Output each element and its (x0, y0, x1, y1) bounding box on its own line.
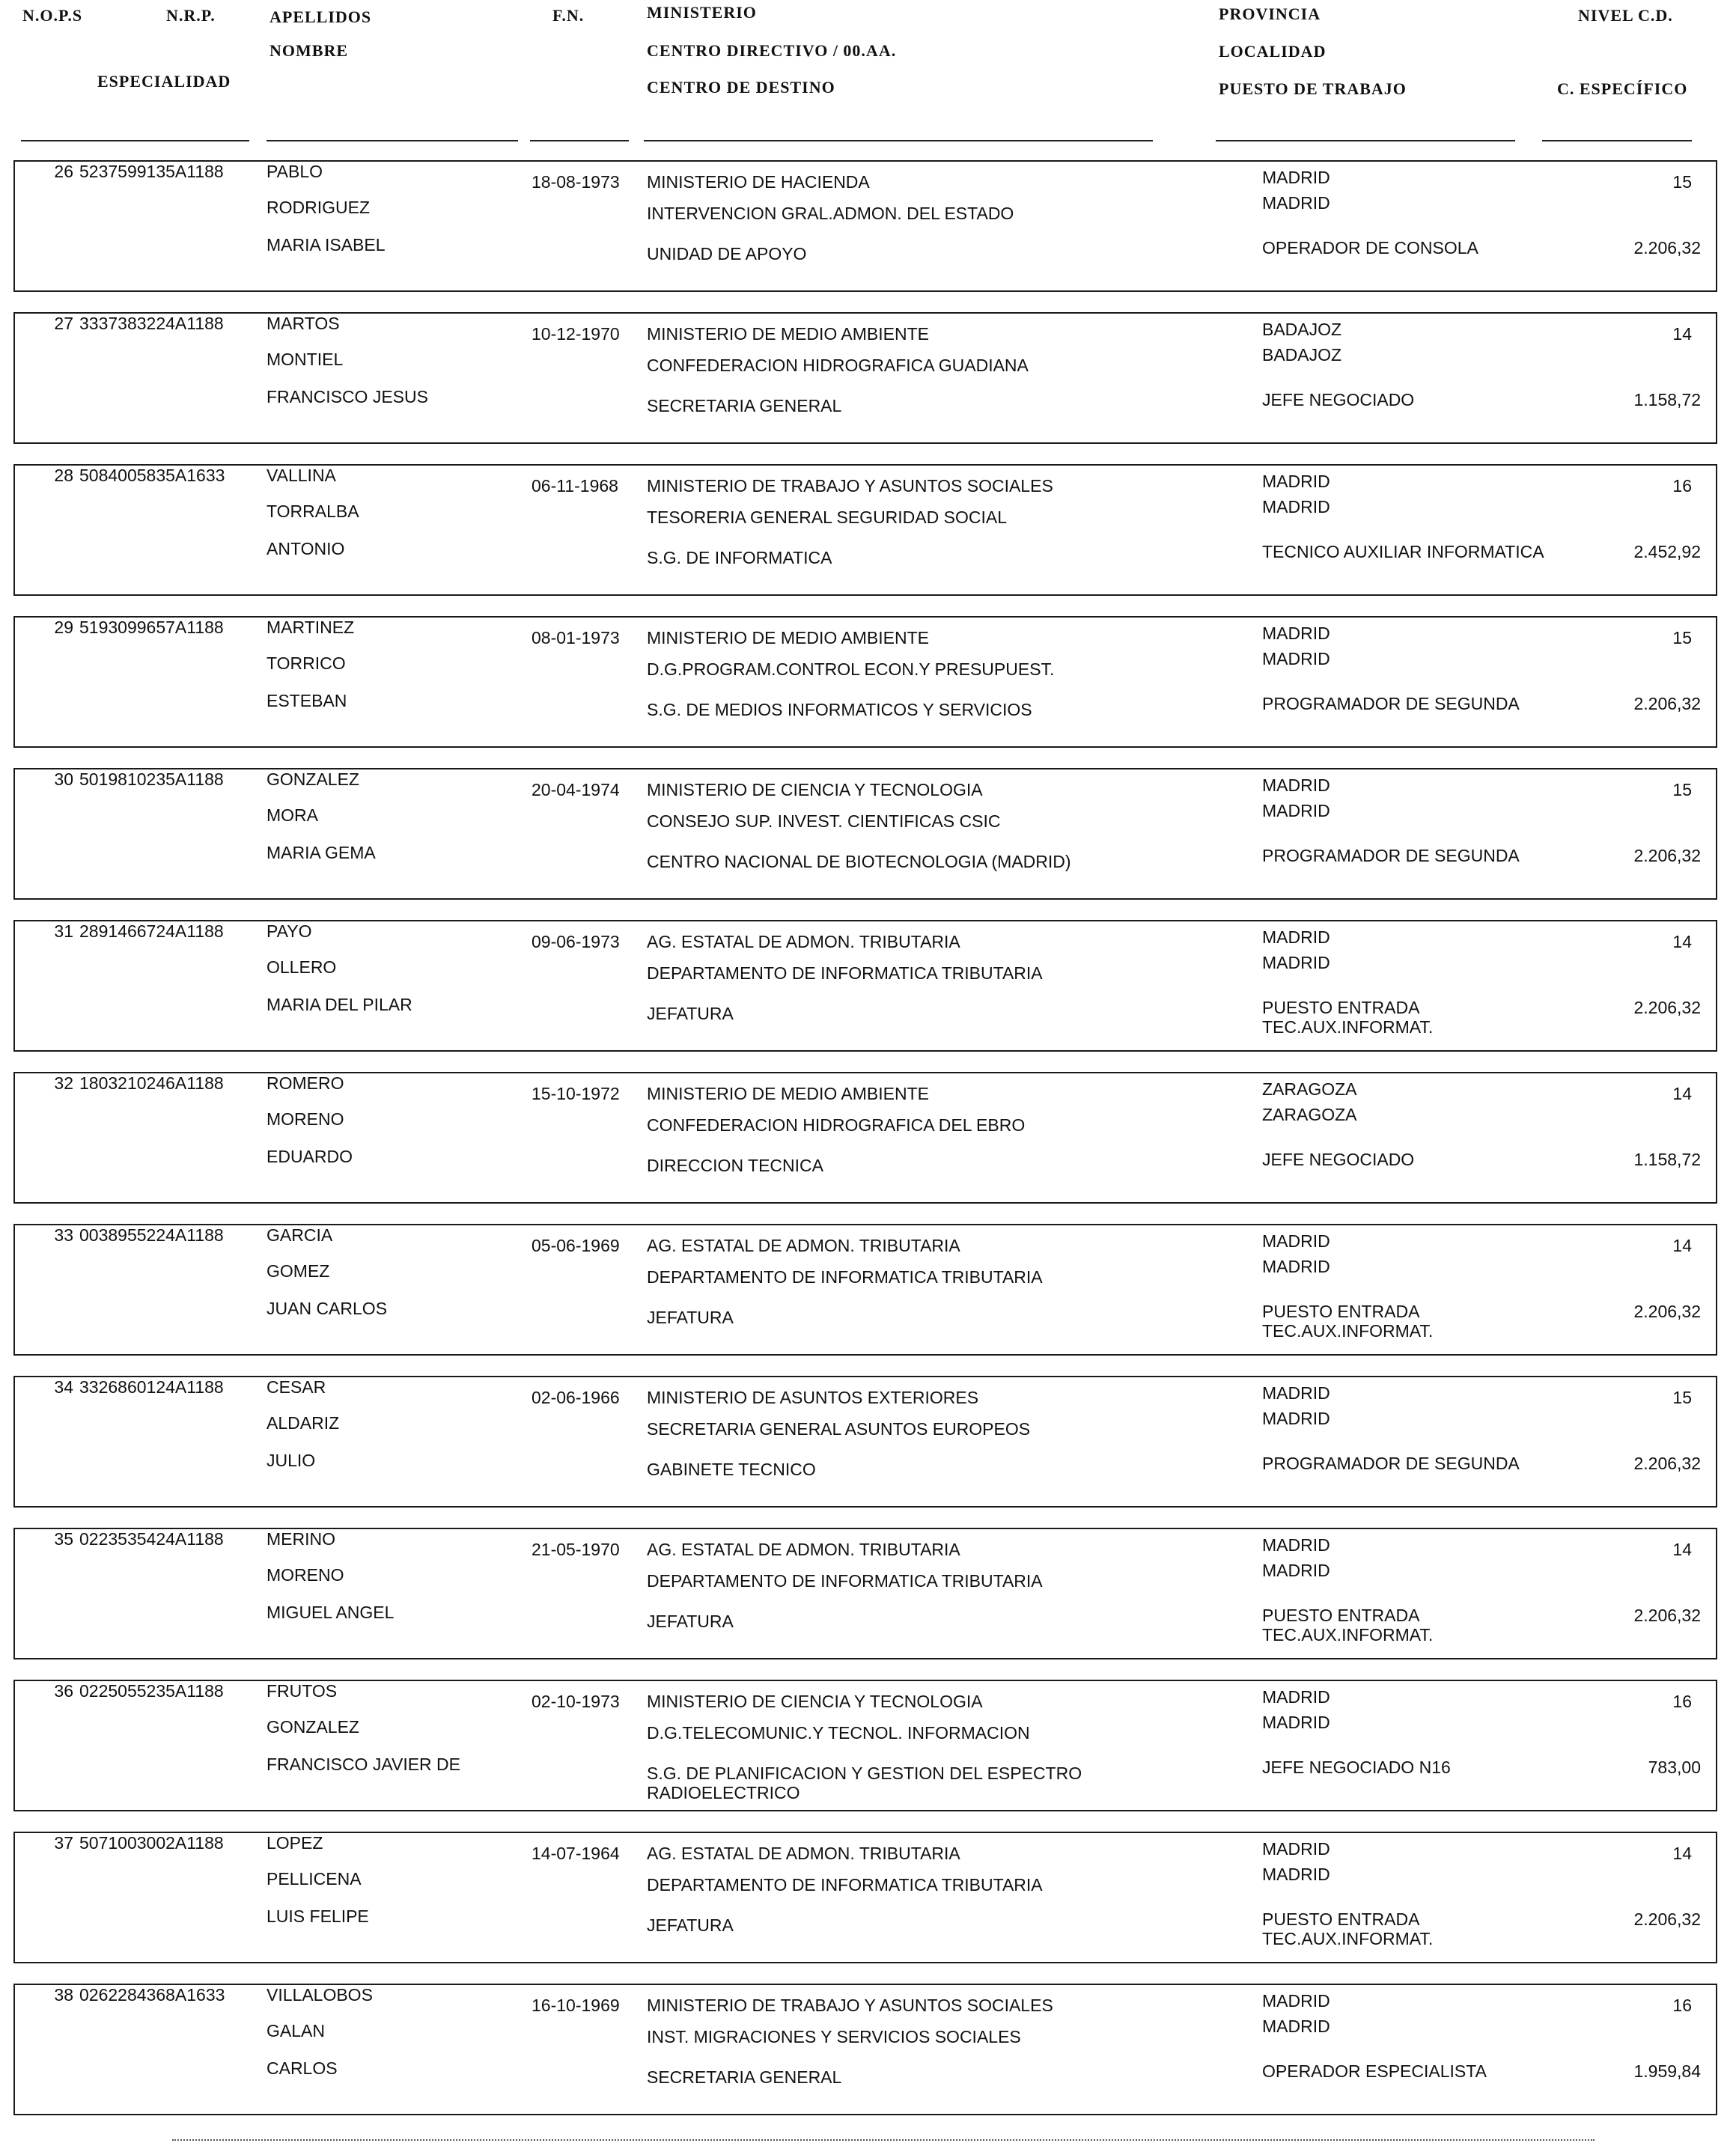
record-provincia: MADRID (1262, 775, 1330, 795)
record-puesto: JEFE NEGOCIADO N16 (1262, 1758, 1451, 1777)
record-especifico: 1.959,84 (1633, 2061, 1701, 2081)
record-ministerio: MINISTERIO DE CIENCIA Y TECNOLOGIA (647, 1692, 983, 1711)
record-provincia: MADRID (1262, 1535, 1330, 1555)
record-apellido2: TORRICO (267, 653, 346, 673)
record-puesto-2: TEC.AUX.INFORMAT. (1262, 1929, 1434, 1948)
record-apellido1: VALLINA (267, 466, 336, 485)
record-nombre: EDUARDO (267, 1147, 353, 1166)
record-provincia: MADRID (1262, 1839, 1330, 1859)
record-nombre: MARIA DEL PILAR (267, 995, 412, 1014)
record-fn: 05-06-1969 (532, 1236, 620, 1255)
header-rule (1542, 140, 1692, 141)
record-centro-directivo: TESORERIA GENERAL SEGURIDAD SOCIAL (647, 507, 1007, 527)
record-puesto-2: TEC.AUX.INFORMAT. (1262, 1321, 1434, 1341)
record-fn: 14-07-1964 (532, 1844, 620, 1863)
record-nombre: ESTEBAN (267, 691, 347, 710)
record-centro-directivo: CONFEDERACION HIDROGRAFICA DEL EBRO (647, 1115, 1026, 1135)
record-row (13, 1984, 1717, 2115)
record-number: 38 (54, 1985, 73, 2005)
record-centro-directivo: SECRETARIA GENERAL ASUNTOS EUROPEOS (647, 1419, 1031, 1439)
record-apellido1: ROMERO (267, 1073, 344, 1093)
record-puesto: OPERADOR ESPECIALISTA (1262, 2061, 1487, 2081)
record-apellido1: FRUTOS (267, 1681, 338, 1701)
record-nrp: 0225055235A1188 (79, 1681, 224, 1701)
record-ministerio: MINISTERIO DE MEDIO AMBIENTE (647, 324, 929, 344)
record-number: 34 (54, 1377, 73, 1397)
header-ministerio: MINISTERIO (647, 3, 757, 22)
header-rule (1216, 140, 1515, 141)
record-apellido2: PELLICENA (267, 1869, 362, 1889)
record-centro-destino: CENTRO NACIONAL DE BIOTECNOLOGIA (MADRID) (647, 852, 1071, 871)
record-nombre: MARIA ISABEL (267, 235, 386, 254)
record-ministerio: AG. ESTATAL DE ADMON. TRIBUTARIA (647, 932, 960, 951)
record-nrp: 5084005835A1633 (79, 466, 225, 485)
record-apellido1: GONZALEZ (267, 769, 359, 789)
record-number: 30 (54, 769, 73, 789)
record-nrp: 5071003002A1188 (79, 1833, 224, 1853)
record-provincia: MADRID (1262, 1383, 1330, 1403)
record-centro-destino: JEFATURA (647, 1004, 734, 1023)
record-especifico: 2.206,32 (1633, 998, 1701, 1017)
record-especifico: 2.452,92 (1633, 542, 1701, 561)
record-nrp: 3337383224A1188 (79, 314, 224, 333)
record-centro-destino: SECRETARIA GENERAL (647, 396, 842, 415)
record-localidad: ZARAGOZA (1262, 1105, 1357, 1124)
record-centro-directivo: D.G.PROGRAM.CONTROL ECON.Y PRESUPUEST. (647, 659, 1055, 679)
record-nivel: 15 (1672, 1388, 1692, 1407)
record-centro-destino: DIRECCION TECNICA (647, 1156, 823, 1175)
header-especialidad: ESPECIALIDAD (97, 72, 231, 91)
record-nivel: 15 (1672, 628, 1692, 647)
record-number: 37 (54, 1833, 73, 1853)
record-nivel: 15 (1672, 172, 1692, 192)
record-row (13, 768, 1717, 900)
record-localidad: MADRID (1262, 1409, 1330, 1428)
record-row (13, 1528, 1717, 1659)
record-provincia: MADRID (1262, 1991, 1330, 2011)
record-number: 33 (54, 1225, 73, 1245)
record-row (13, 1072, 1717, 1204)
record-nivel: 14 (1672, 324, 1692, 344)
record-apellido1: GARCIA (267, 1225, 333, 1245)
record-localidad: BADAJOZ (1262, 345, 1342, 365)
record-fn: 15-10-1972 (532, 1084, 620, 1103)
record-ministerio: MINISTERIO DE ASUNTOS EXTERIORES (647, 1388, 979, 1407)
header-rule (21, 140, 249, 141)
record-centro-destino: SECRETARIA GENERAL (647, 2067, 842, 2087)
record-apellido2: TORRALBA (267, 502, 359, 521)
record-centro-destino: GABINETE TECNICO (647, 1460, 816, 1479)
record-puesto-2: TEC.AUX.INFORMAT. (1262, 1625, 1434, 1644)
header-rule (644, 140, 1153, 141)
record-puesto-2: TEC.AUX.INFORMAT. (1262, 1017, 1434, 1037)
record-nombre: CARLOS (267, 2058, 338, 2078)
record-row (13, 1832, 1717, 1963)
record-centro-destino: JEFATURA (647, 1612, 734, 1631)
record-ministerio: MINISTERIO DE CIENCIA Y TECNOLOGIA (647, 780, 983, 799)
record-provincia: MADRID (1262, 472, 1330, 491)
record-provincia: BADAJOZ (1262, 320, 1342, 339)
record-puesto: PUESTO ENTRADA (1262, 1302, 1420, 1321)
record-centro-destino: JEFATURA (647, 1308, 734, 1327)
header-especifico: C. ESPECÍFICO (1557, 79, 1688, 98)
record-nrp: 5237599135A1188 (79, 162, 224, 181)
record-puesto: JEFE NEGOCIADO (1262, 1150, 1415, 1169)
record-row (13, 160, 1717, 292)
record-fn: 02-10-1973 (532, 1692, 620, 1711)
record-localidad: MADRID (1262, 801, 1330, 820)
record-row (13, 1376, 1717, 1508)
record-apellido2: GOMEZ (267, 1261, 330, 1281)
record-centro-directivo: DEPARTAMENTO DE INFORMATICA TRIBUTARIA (647, 1571, 1043, 1591)
record-puesto: PUESTO ENTRADA (1262, 998, 1420, 1017)
record-ministerio: MINISTERIO DE HACIENDA (647, 172, 870, 192)
record-fn: 20-04-1974 (532, 780, 620, 799)
record-localidad: MADRID (1262, 1713, 1330, 1732)
header-apellidos: APELLIDOS (269, 7, 372, 26)
record-row (13, 616, 1717, 748)
record-row (13, 464, 1717, 596)
record-nrp: 2891466724A1188 (79, 921, 224, 941)
record-nombre: MIGUEL ANGEL (267, 1603, 395, 1622)
record-nivel: 16 (1672, 1692, 1692, 1711)
record-number: 28 (54, 466, 73, 485)
record-ministerio: MINISTERIO DE TRABAJO Y ASUNTOS SOCIALES (647, 1996, 1053, 2015)
record-centro-destino: S.G. DE INFORMATICA (647, 548, 832, 567)
record-ministerio: MINISTERIO DE MEDIO AMBIENTE (647, 628, 929, 647)
record-apellido1: CESAR (267, 1377, 326, 1397)
record-number: 27 (54, 314, 73, 333)
record-nrp: 1803210246A1188 (79, 1073, 224, 1093)
record-localidad: MADRID (1262, 953, 1330, 972)
record-ministerio: AG. ESTATAL DE ADMON. TRIBUTARIA (647, 1844, 960, 1863)
record-provincia: MADRID (1262, 1231, 1330, 1251)
record-apellido2: GALAN (267, 2021, 325, 2040)
record-nivel: 16 (1672, 476, 1692, 496)
record-centro-destino: JEFATURA (647, 1915, 734, 1935)
record-nombre: JULIO (267, 1451, 316, 1470)
record-nombre: FRANCISCO JESUS (267, 387, 428, 406)
header-centro-directivo: CENTRO DIRECTIVO / 00.AA. (647, 41, 897, 60)
record-puesto: JEFE NEGOCIADO (1262, 390, 1415, 409)
header-nivel: NIVEL C.D. (1578, 6, 1673, 25)
record-apellido2: MORA (267, 805, 318, 825)
record-provincia: MADRID (1262, 1687, 1330, 1707)
record-apellido1: VILLALOBOS (267, 1985, 373, 2005)
record-fn: 09-06-1973 (532, 932, 620, 951)
record-apellido1: MARTINEZ (267, 618, 355, 637)
record-provincia: ZARAGOZA (1262, 1079, 1357, 1099)
record-number: 32 (54, 1073, 73, 1093)
record-row (13, 920, 1717, 1052)
record-nombre: MARIA GEMA (267, 843, 376, 862)
record-number: 26 (54, 162, 73, 181)
record-row (13, 1680, 1717, 1811)
record-especifico: 1.158,72 (1633, 1150, 1701, 1169)
record-apellido2: MORENO (267, 1109, 344, 1129)
record-centro-directivo: CONFEDERACION HIDROGRAFICA GUADIANA (647, 356, 1029, 375)
record-number: 36 (54, 1681, 73, 1701)
record-centro-destino: S.G. DE PLANIFICACION Y GESTION DEL ESPECTRO (647, 1764, 1082, 1783)
record-puesto: PUESTO ENTRADA (1262, 1606, 1420, 1625)
record-fn: 18-08-1973 (532, 172, 620, 192)
footer-rule (172, 2139, 1595, 2141)
header-rule (267, 140, 518, 141)
record-centro-directivo: DEPARTAMENTO DE INFORMATICA TRIBUTARIA (647, 1875, 1043, 1895)
record-puesto: PUESTO ENTRADA (1262, 1909, 1420, 1929)
record-nrp: 5193099657A1188 (79, 618, 224, 637)
record-nrp: 0262284368A1633 (79, 1985, 225, 2005)
header-nops: N.O.P.S (22, 6, 83, 25)
record-especifico: 2.206,32 (1633, 846, 1701, 865)
record-centro-destino: UNIDAD DE APOYO (647, 244, 807, 263)
header-nrp: N.R.P. (166, 6, 216, 25)
record-apellido2: ALDARIZ (267, 1413, 340, 1433)
record-ministerio: MINISTERIO DE MEDIO AMBIENTE (647, 1084, 929, 1103)
record-ministerio: AG. ESTATAL DE ADMON. TRIBUTARIA (647, 1540, 960, 1559)
record-especifico: 2.206,32 (1633, 694, 1701, 713)
header-localidad: LOCALIDAD (1219, 42, 1327, 61)
record-nivel: 15 (1672, 780, 1692, 799)
record-puesto: OPERADOR DE CONSOLA (1262, 238, 1478, 257)
record-provincia: MADRID (1262, 168, 1330, 187)
record-especifico: 2.206,32 (1633, 238, 1701, 257)
record-nrp: 0038955224A1188 (79, 1225, 224, 1245)
record-localidad: MADRID (1262, 1561, 1330, 1580)
record-especifico: 2.206,32 (1633, 1606, 1701, 1625)
record-number: 35 (54, 1529, 73, 1549)
record-fn: 10-12-1970 (532, 324, 620, 344)
record-apellido1: MERINO (267, 1529, 335, 1549)
record-nombre: FRANCISCO JAVIER DE (267, 1755, 460, 1774)
record-fn: 06-11-1968 (532, 476, 618, 496)
record-apellido2: MONTIEL (267, 350, 344, 369)
record-apellido1: PABLO (267, 162, 323, 181)
record-nivel: 16 (1672, 1996, 1692, 2015)
record-localidad: MADRID (1262, 1865, 1330, 1884)
record-localidad: MADRID (1262, 2017, 1330, 2036)
record-centro-directivo: DEPARTAMENTO DE INFORMATICA TRIBUTARIA (647, 963, 1043, 983)
record-row (13, 1224, 1717, 1356)
record-fn: 16-10-1969 (532, 1996, 620, 2015)
record-nivel: 14 (1672, 1236, 1692, 1255)
record-fn: 21-05-1970 (532, 1540, 620, 1559)
record-apellido2: RODRIGUEZ (267, 198, 370, 217)
record-provincia: MADRID (1262, 624, 1330, 643)
record-provincia: MADRID (1262, 927, 1330, 947)
record-nivel: 14 (1672, 1540, 1692, 1559)
record-apellido2: OLLERO (267, 957, 337, 977)
record-localidad: MADRID (1262, 497, 1330, 516)
record-number: 29 (54, 618, 73, 637)
record-nivel: 14 (1672, 1844, 1692, 1863)
record-centro-destino: S.G. DE MEDIOS INFORMATICOS Y SERVICIOS (647, 700, 1032, 719)
record-apellido1: MARTOS (267, 314, 340, 333)
record-puesto: PROGRAMADOR DE SEGUNDA (1262, 1454, 1520, 1473)
record-ministerio: MINISTERIO DE TRABAJO Y ASUNTOS SOCIALES (647, 476, 1053, 496)
record-nombre: JUAN CARLOS (267, 1299, 388, 1318)
header-centro-destino: CENTRO DE DESTINO (647, 78, 835, 97)
record-puesto: PROGRAMADOR DE SEGUNDA (1262, 846, 1520, 865)
record-fn: 02-06-1966 (532, 1388, 620, 1407)
record-puesto: PROGRAMADOR DE SEGUNDA (1262, 694, 1520, 713)
record-nivel: 14 (1672, 1084, 1692, 1103)
record-puesto: TECNICO AUXILIAR INFORMATICA (1262, 542, 1544, 561)
record-nivel: 14 (1672, 932, 1692, 951)
record-localidad: MADRID (1262, 193, 1330, 213)
record-apellido2: GONZALEZ (267, 1717, 359, 1737)
record-nrp: 0223535424A1188 (79, 1529, 224, 1549)
record-centro-directivo: CONSEJO SUP. INVEST. CIENTIFICAS CSIC (647, 811, 1001, 831)
header-provincia: PROVINCIA (1219, 4, 1321, 23)
header-puesto: PUESTO DE TRABAJO (1219, 79, 1407, 98)
header-rule (530, 140, 629, 141)
record-nrp: 5019810235A1188 (79, 769, 224, 789)
record-apellido1: LOPEZ (267, 1833, 323, 1853)
record-row (13, 312, 1717, 444)
record-fn: 08-01-1973 (532, 628, 620, 647)
record-apellido2: MORENO (267, 1565, 344, 1585)
record-especifico: 1.158,72 (1633, 390, 1701, 409)
record-centro-directivo: INST. MIGRACIONES Y SERVICIOS SOCIALES (647, 2027, 1021, 2046)
record-especifico: 783,00 (1648, 1758, 1701, 1777)
record-centro-destino-2: RADIOELECTRICO (647, 1783, 800, 1802)
record-apellido1: PAYO (267, 921, 312, 941)
header-nombre: NOMBRE (269, 41, 348, 60)
record-centro-directivo: DEPARTAMENTO DE INFORMATICA TRIBUTARIA (647, 1267, 1043, 1287)
record-localidad: MADRID (1262, 649, 1330, 668)
record-localidad: MADRID (1262, 1257, 1330, 1276)
record-number: 31 (54, 921, 73, 941)
record-especifico: 2.206,32 (1633, 1909, 1701, 1929)
record-ministerio: AG. ESTATAL DE ADMON. TRIBUTARIA (647, 1236, 960, 1255)
header-fn: F.N. (552, 6, 585, 25)
record-especifico: 2.206,32 (1633, 1302, 1701, 1321)
record-centro-directivo: D.G.TELECOMUNIC.Y TECNOL. INFORMACION (647, 1723, 1030, 1743)
record-nombre: ANTONIO (267, 539, 345, 558)
record-especifico: 2.206,32 (1633, 1454, 1701, 1473)
record-nombre: LUIS FELIPE (267, 1906, 369, 1926)
record-centro-directivo: INTERVENCION GRAL.ADMON. DEL ESTADO (647, 204, 1014, 223)
record-nrp: 3326860124A1188 (79, 1377, 224, 1397)
